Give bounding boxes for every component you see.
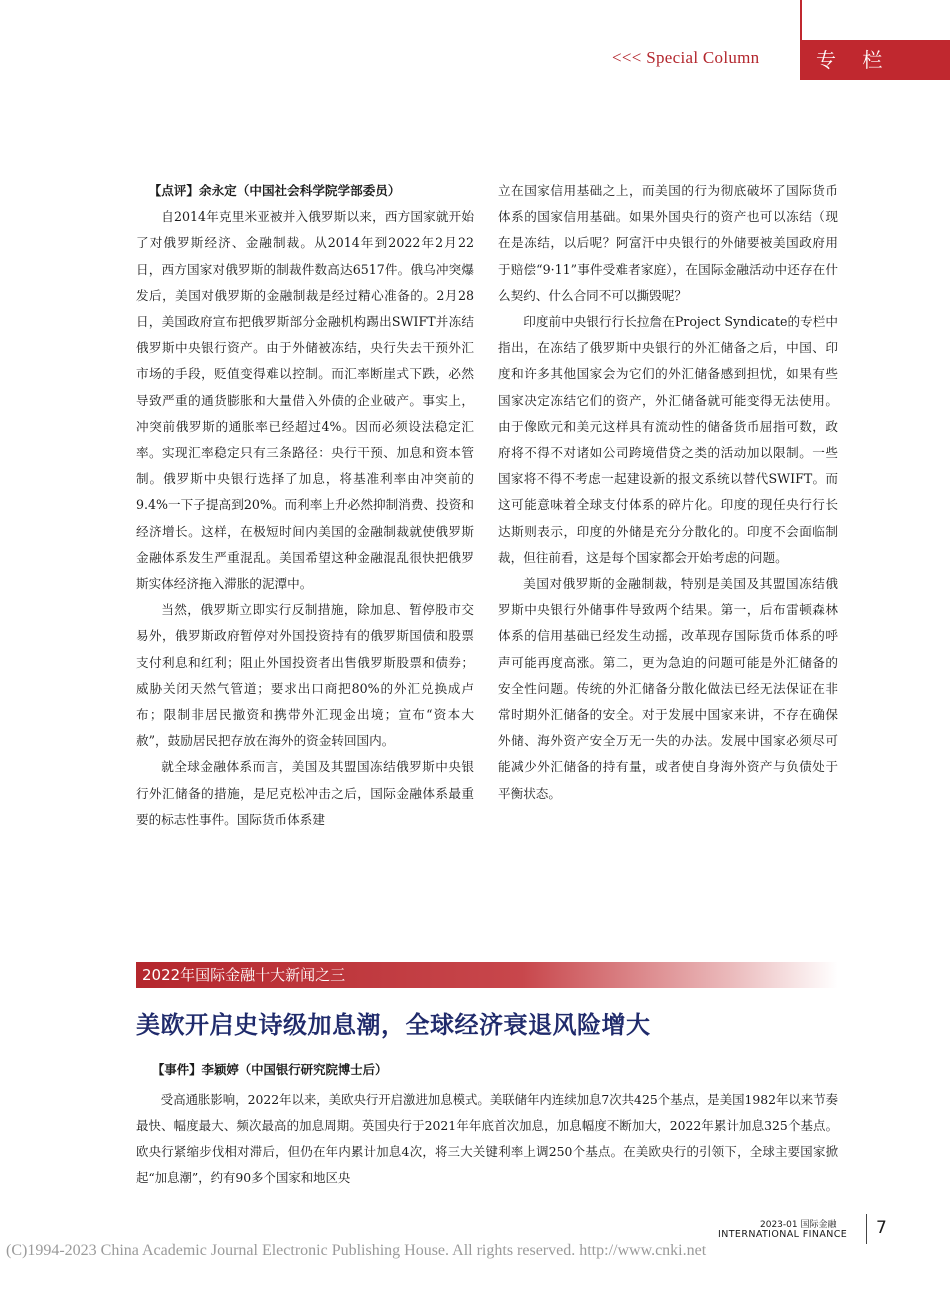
comment-paragraph: 就全球金融体系而言，美国及其盟国冻结俄罗斯中央银行外汇储备的措施，是尼克松冲击之后，国际金融体系最重要的标志性事件。国际货币体系建 (136, 759, 474, 827)
event-body (136, 1087, 838, 1191)
article-headline: 美欧开启史诗级加息潮，全球经济衰退风险增大 (136, 1011, 651, 1039)
section-banner-title: 2022年国际金融十大新闻之三 (142, 966, 346, 984)
footer-issue: 2023-01 国际金融 (760, 1220, 837, 1230)
comment-head: 【点评】余永定（中国社会科学院学部委员） (148, 183, 401, 198)
comment-paragraph: 当然，俄罗斯立即实行反制措施，除加息、暂停股市交易外，俄罗斯政府暂停对外国投资持有的俄罗斯国债和股票支付利息和红利；阻止外国投资者出售俄罗斯股票和债券；威胁关闭天然气管道；要求出口商把80%的外汇兑换成卢布；限制非居民撤资和携带外汇现金出境；宣布“资本大赦”，鼓励居民把存放在海外的资金转回国内。 (136, 602, 474, 749)
page-number: 7 (876, 1218, 887, 1238)
footer-magazine: INTERNATIONAL FINANCE (718, 1229, 848, 1240)
comment-paragraph: 印度前中央银行行长拉詹在Project Syndicate的专栏中指出，在冻结了俄罗斯中央银行的外汇储备之后，中国、印度和许多其他国家会为它们的外汇储备感到担忧，如果有些国家决定冻结它们的资产，外汇储备就可能变得无法使用。由于像欧元和美元这样具有流动性的储备货币屈指可数，政府将不得不对诸如公司跨境借贷之类的活动加以限制。一些国家将不得不考虑一起建设新的报文系统以替代SWIFT。而这可能意味着全球支付体系的碎片化。印度的现任央行行长达斯则表示，印度的外储是充分分散化的。印度不会面临制裁，但往前看，这是每个国家都会开始考虑的问题。 (498, 314, 838, 565)
comment-paragraph: 美国对俄罗斯的金融制裁，特别是美国及其盟国冻结俄罗斯中央银行外储事件导致两个结果。第一，后布雷顿森林体系的信用基础已经发生动摇，改革现存国际货币体系的呼声可能再度高涨。第二，更为急迫的问题可能是外汇储备的安全性问题。传统的外汇储备分散化做法已经无法保证在非常时期外汇储备的安全。对于发展中国家来讲，不存在确保外储、海外资产安全万无一失的办法。发展中国家必须尽可能减少外汇储备的持有量，或者使自身海外资产与负债处于平衡状态。 (498, 576, 838, 801)
event-paragraph: 受高通胀影响，2022年以来，美欧央行开启激进加息模式。美联储年内连续加息7次共425个基点，是美国1982年以来节奏最快、幅度最大、频次最高的加息周期。英国央行于2021年年底首次加息，加息幅度不断加大，2022年累计加息325个基点。欧央行紧缩步伐相对滞后，但仍在年内累计加息4次，将三大关键利率上调250个基点。在美欧央行的引领下，全球主要国家掀起“加息潮”，约有90多个国家和地区央 (136, 1092, 838, 1185)
column-label: <<< Special Column (612, 48, 760, 67)
comment-paragraph: 立在国家信用基础之上，而美国的行为彻底破坏了国际货币体系的国家信用基础。如果外国央行的资产也可以冻结（现在是冻结，以后呢？阿富汗中央银行的外储要被美国政府用于赔偿“9·11”事件受难者家庭），在国际金融活动中还存在什么契约、什么合同不可以撕毁呢？ (498, 183, 838, 303)
section-banner (136, 962, 838, 988)
section-label: 专 栏 (800, 40, 950, 80)
footer-divider (866, 1214, 867, 1244)
comment-left-column (136, 178, 474, 833)
header-divider (800, 0, 802, 40)
copyright-watermark: (C)1994-2023 China Academic Journal Electronic Publishing House. All rights reserved. http://www.cnki.net (6, 1242, 707, 1259)
comment-paragraph: 自2014年克里米亚被并入俄罗斯以来，西方国家就开始了对俄罗斯经济、金融制裁。从2014年到2022年2月22日，西方国家对俄罗斯的制裁件数高达6517件。俄乌冲突爆发后，美国对俄罗斯的金融制裁是经过精心准备的。2月28日，美国政府宣布把俄罗斯部分金融机构踢出SWIFT并冻结俄罗斯中央银行资产。由于外储被冻结，央行失去干预外汇市场的手段，贬值变得难以控制。而汇率断崖式下跌，必然导致严重的通货膨胀和大量借入外债的企业破产。事实上，冲突前俄罗斯的通胀率已经超过4%。因而必须设法稳定汇率。实现汇率稳定只有三条路径：央行干预、加息和资本管制。俄罗斯中央银行选择了加息，将基准利率由冲突前的9.4%一下子提高到20%。而利率上升必然抑制消费、投资和经济增长。这样，在极短时间内美国的金融制裁就使俄罗斯金融体系发生严重混乱。美国希望这种金融混乱很快把俄罗斯实体经济拖入滞胀的泥潭中。 (136, 209, 474, 592)
event-head: 【事件】李颖婷（中国银行研究院博士后） (152, 1062, 388, 1077)
comment-right-column (498, 178, 838, 807)
